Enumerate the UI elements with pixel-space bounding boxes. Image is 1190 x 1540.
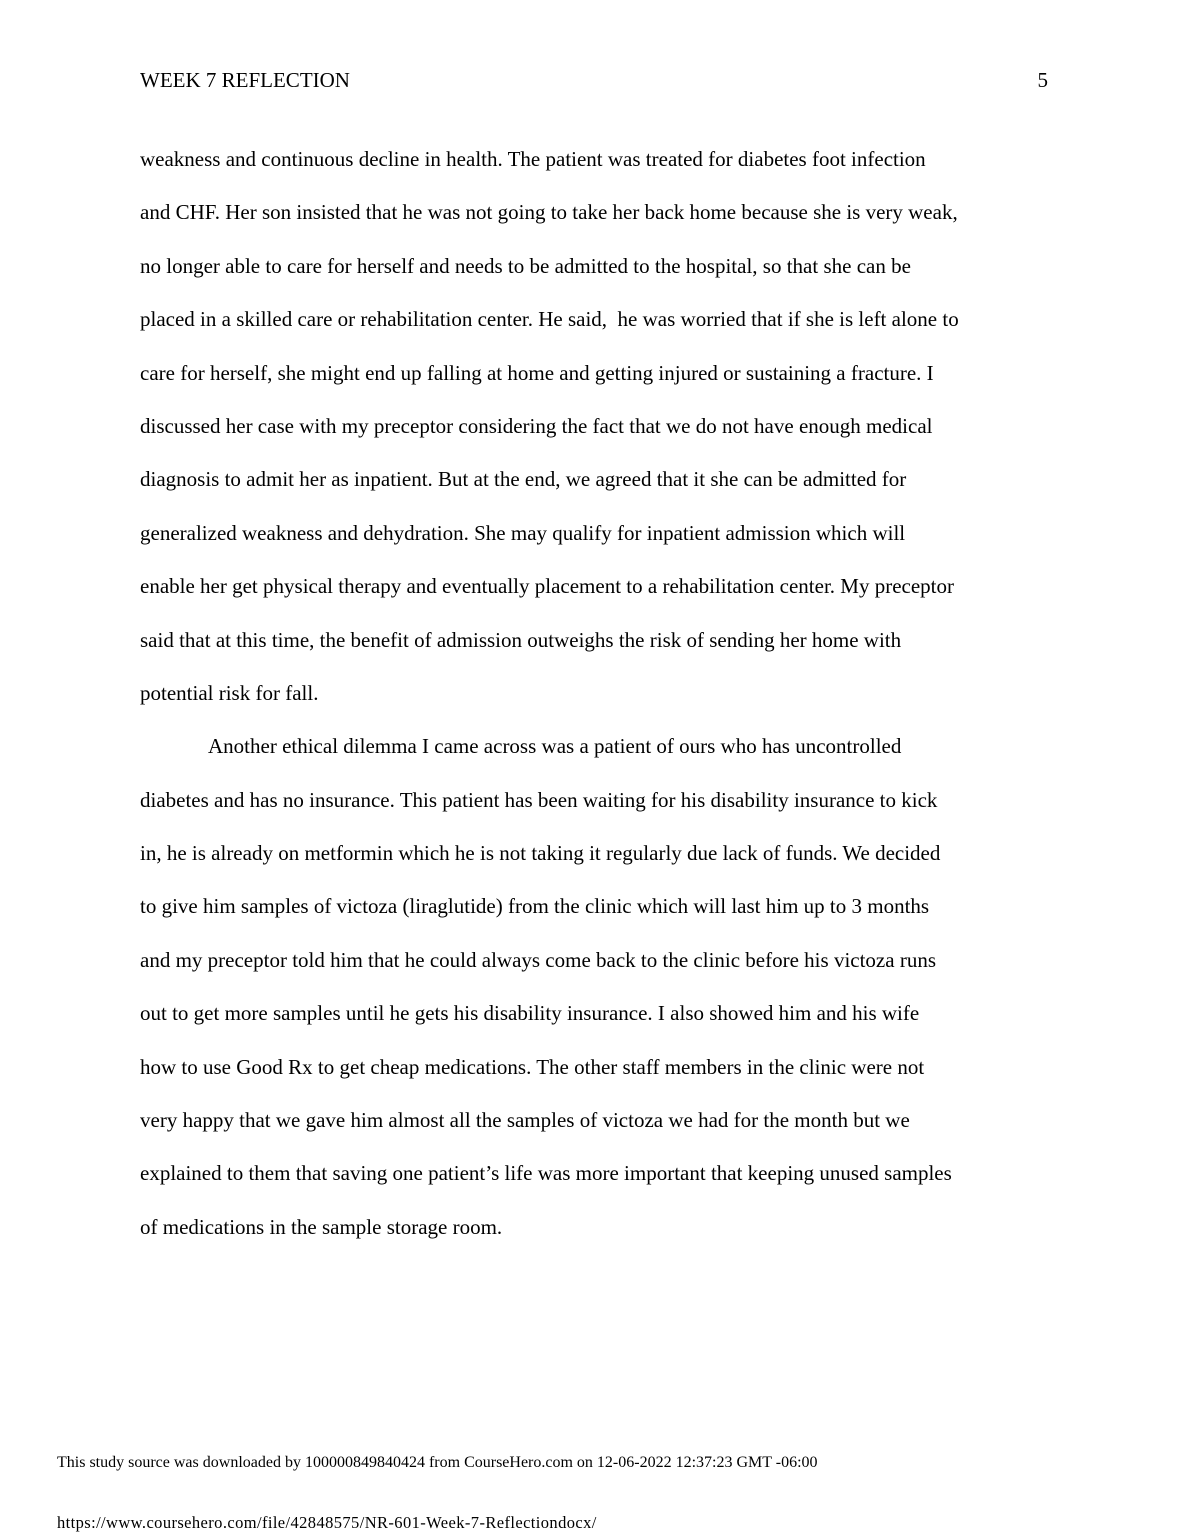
text-line: discussed her case with my preceptor considering the fact that we do not have enough medical [140, 413, 933, 438]
text-line: in, he is already on metformin which he is not taking it regularly due lack of funds. We decided [140, 841, 941, 866]
text-line: Another ethical dilemma I came across was a patient of ours who has uncontrolled [208, 734, 902, 759]
text-line: potential risk for fall. [140, 680, 319, 705]
document-body [140, 133, 1058, 1254]
text-line: enable her get physical therapy and eventually placement to a rehabilitation center. My preceptor [140, 574, 954, 599]
footer-source-url[interactable]: https://www.coursehero.com/file/42848575/NR-601-Week-7-Reflectiondocx/ [57, 1513, 597, 1532]
text-line: placed in a skilled care or rehabilitation center. He said, he was worried that if she is left alone to [140, 307, 959, 332]
text-line: very happy that we gave him almost all the samples of victoza we had for the month but we [140, 1108, 910, 1133]
text-line: out to get more samples until he gets his disability insurance. I also showed him and his wife [140, 1001, 920, 1026]
text-line: diagnosis to admit her as inpatient. But at the end, we agreed that it she can be admitted for [140, 467, 907, 492]
footer-download-note: This study source was downloaded by 100000849840424 from CourseHero.com on 12-06-2022 12:37:23 GMT -06:00 [57, 1454, 818, 1471]
text-line: care for herself, she might end up falling at home and getting injured or sustaining a fracture. I [140, 360, 934, 385]
page-number: 5 [1037, 68, 1048, 92]
text-line: no longer able to care for herself and needs to be admitted to the hospital, so that she can be [140, 253, 911, 278]
text-line: to give him samples of victoza (liraglutide) from the clinic which will last him up to 3 months [140, 894, 930, 919]
text-line: explained to them that saving one patient’s life was more important that keeping unused samples [140, 1161, 952, 1186]
text-line: of medications in the sample storage room. [140, 1214, 503, 1239]
page-title: WEEK 7 REFLECTION [140, 68, 350, 92]
text-line: generalized weakness and dehydration. She may qualify for inpatient admission which will [140, 520, 906, 545]
text-line: said that at this time, the benefit of admission outweighs the risk of sending her home with [140, 627, 902, 652]
text-line: weakness and continuous decline in health. The patient was treated for diabetes foot infection [140, 147, 926, 171]
running-head [140, 68, 1048, 93]
text-line: and my preceptor told him that he could always come back to the clinic before his victoza runs [140, 947, 936, 972]
text-line: and CHF. Her son insisted that he was not going to take her back home because she is very weak, [140, 200, 958, 225]
text-line: diabetes and has no insurance. This patient has been waiting for his disability insurance to kick [140, 787, 938, 812]
text-line: how to use Good Rx to get cheap medications. The other staff members in the clinic were not [140, 1054, 925, 1079]
